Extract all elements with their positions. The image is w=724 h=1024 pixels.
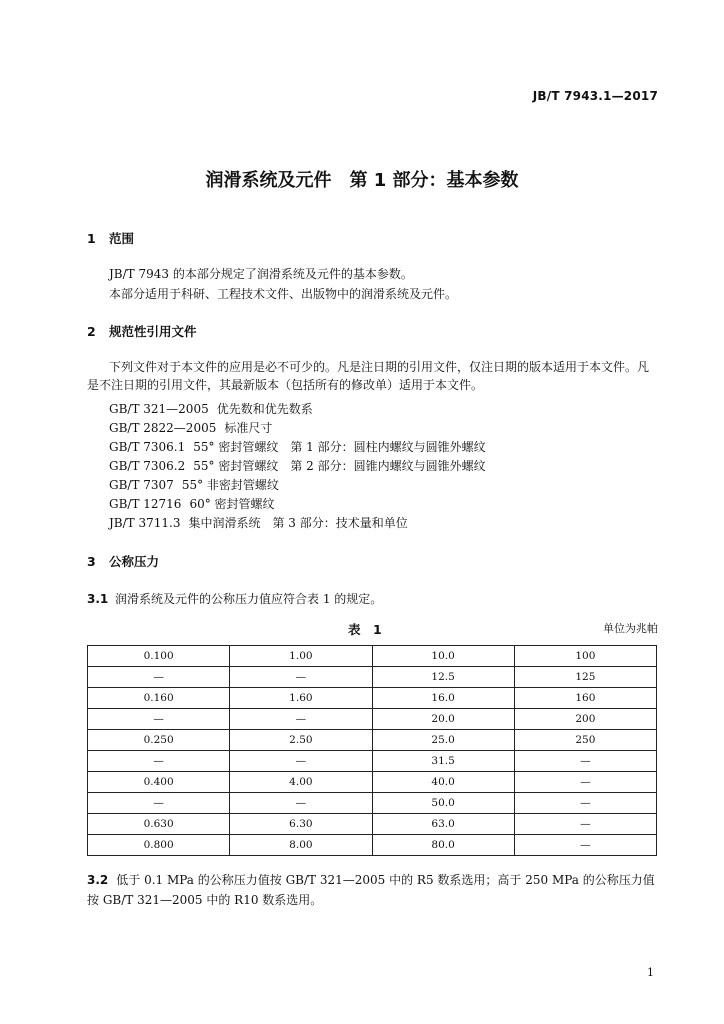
reference-title: 60° 密封管螺纹 bbox=[189, 497, 275, 511]
reference-item bbox=[109, 400, 313, 417]
table-cell: 6.30 bbox=[230, 814, 372, 835]
table-cell: 100 bbox=[514, 646, 656, 667]
table-cell: 0.630 bbox=[88, 814, 230, 835]
table-cell: — bbox=[514, 772, 656, 793]
section-2-title: 规范性引用文件 bbox=[109, 324, 197, 339]
reference-item bbox=[109, 514, 408, 531]
clause-3-1 bbox=[87, 590, 382, 607]
table-row bbox=[88, 646, 657, 667]
table-cell: 0.160 bbox=[88, 688, 230, 709]
clause-3-1-number: 3.1 bbox=[87, 592, 109, 606]
table-cell: — bbox=[514, 814, 656, 835]
section-1-number: 1 bbox=[87, 231, 96, 246]
table-cell: 160 bbox=[514, 688, 656, 709]
table-unit: 单位为兆帕 bbox=[603, 622, 658, 635]
table-row bbox=[88, 793, 657, 814]
table-cell: — bbox=[514, 793, 656, 814]
reference-title: 集中润滑系统 第 3 部分：技术量和单位 bbox=[188, 516, 408, 530]
table-cell: 80.0 bbox=[372, 835, 514, 856]
table-cell: 50.0 bbox=[372, 793, 514, 814]
reference-code: GB/T 2822—2005 bbox=[109, 421, 217, 435]
section-2-heading bbox=[87, 322, 197, 340]
reference-title: 55° 密封管螺纹 第 1 部分：圆柱内螺纹与圆锥外螺纹 bbox=[193, 440, 486, 454]
table-row bbox=[88, 751, 657, 772]
table-row bbox=[88, 688, 657, 709]
table-row bbox=[88, 772, 657, 793]
document-title: 润滑系统及元件 第 1 部分：基本参数 bbox=[205, 170, 519, 191]
clause-3-2-number: 3.2 bbox=[87, 873, 109, 887]
section-1-heading bbox=[87, 229, 134, 247]
table-cell: 25.0 bbox=[372, 730, 514, 751]
table-cell: 1.60 bbox=[230, 688, 372, 709]
reference-item bbox=[109, 495, 275, 512]
reference-item bbox=[109, 476, 279, 493]
table-row bbox=[88, 709, 657, 730]
table-cell: 250 bbox=[514, 730, 656, 751]
table-cell: 0.400 bbox=[88, 772, 230, 793]
section-3-heading bbox=[87, 552, 159, 570]
table-cell: 4.00 bbox=[230, 772, 372, 793]
reference-title: 优先数和优先数系 bbox=[216, 402, 313, 416]
table-row bbox=[88, 814, 657, 835]
reference-item bbox=[109, 438, 486, 455]
table-cell: 63.0 bbox=[372, 814, 514, 835]
pressure-table bbox=[87, 645, 657, 856]
page-number: 1 bbox=[647, 966, 654, 979]
reference-code: GB/T 7307 bbox=[109, 478, 174, 492]
table-cell: 20.0 bbox=[372, 709, 514, 730]
table-cell: 31.5 bbox=[372, 751, 514, 772]
table-cell: — bbox=[514, 835, 656, 856]
section-1-title: 范围 bbox=[109, 231, 135, 246]
reference-title: 标准尺寸 bbox=[224, 421, 273, 435]
table-cell: — bbox=[230, 667, 372, 688]
table-cell: — bbox=[88, 709, 230, 730]
table-cell: — bbox=[514, 751, 656, 772]
table-cell: 125 bbox=[514, 667, 656, 688]
table-cell: — bbox=[88, 793, 230, 814]
table-cell: — bbox=[230, 709, 372, 730]
table-cell: — bbox=[230, 751, 372, 772]
reference-title: 55° 密封管螺纹 第 2 部分：圆锥内螺纹与圆锥外螺纹 bbox=[193, 459, 486, 473]
table-row bbox=[88, 730, 657, 751]
table-cell: 40.0 bbox=[372, 772, 514, 793]
reference-code: GB/T 321—2005 bbox=[109, 402, 209, 416]
table-caption: 表 1 bbox=[348, 622, 382, 637]
clause-3-2 bbox=[87, 870, 659, 910]
clause-3-2-text: 低于 0.1 MPa 的公称压力值按 GB/T 321—2005 中的 R5 数系选用；高于 250 MPa 的公称压力值按 GB/T 321—2005 中的 R10 数系选用。 bbox=[87, 873, 655, 907]
table-cell: 1.00 bbox=[230, 646, 372, 667]
scope-paragraph-1: JB/T 7943 的本部分规定了润滑系统及元件的基本参数。 bbox=[109, 267, 413, 281]
reference-item bbox=[109, 457, 486, 474]
reference-code: GB/T 7306.1 bbox=[109, 440, 186, 454]
section-3-title: 公称压力 bbox=[109, 554, 160, 569]
table-cell: 0.100 bbox=[88, 646, 230, 667]
references-intro: 下列文件对于本文件的应用是必不可少的。凡是注日期的引用文件，仅注日期的版本适用于本文件。凡是不注日期的引用文件，其最新版本（包括所有的修改单）适用于本文件。 bbox=[87, 360, 650, 392]
table-cell: — bbox=[88, 667, 230, 688]
table-cell: 200 bbox=[514, 709, 656, 730]
scope-paragraph-2: 本部分适用于科研、工程技术文件、出版物中的润滑系统及元件。 bbox=[109, 287, 458, 301]
reference-item bbox=[109, 419, 272, 436]
clause-3-1-text: 润滑系统及元件的公称压力值应符合表 1 的规定。 bbox=[115, 592, 383, 606]
table-cell: 2.50 bbox=[230, 730, 372, 751]
section-3-number: 3 bbox=[87, 554, 96, 569]
table-row bbox=[88, 667, 657, 688]
table-cell: — bbox=[88, 751, 230, 772]
table-cell: 8.00 bbox=[230, 835, 372, 856]
table-cell: 0.250 bbox=[88, 730, 230, 751]
table-cell: 0.800 bbox=[88, 835, 230, 856]
table-cell: — bbox=[230, 793, 372, 814]
reference-code: JB/T 3711.3 bbox=[109, 516, 181, 530]
reference-code: GB/T 7306.2 bbox=[109, 459, 186, 473]
table-cell: 16.0 bbox=[372, 688, 514, 709]
table-cell: 10.0 bbox=[372, 646, 514, 667]
table-row bbox=[88, 835, 657, 856]
standard-number: JB/T 7943.1—2017 bbox=[532, 89, 658, 103]
reference-code: GB/T 12716 bbox=[109, 497, 182, 511]
reference-title: 55° 非密封管螺纹 bbox=[181, 478, 279, 492]
table-cell: 12.5 bbox=[372, 667, 514, 688]
section-2-number: 2 bbox=[87, 324, 96, 339]
